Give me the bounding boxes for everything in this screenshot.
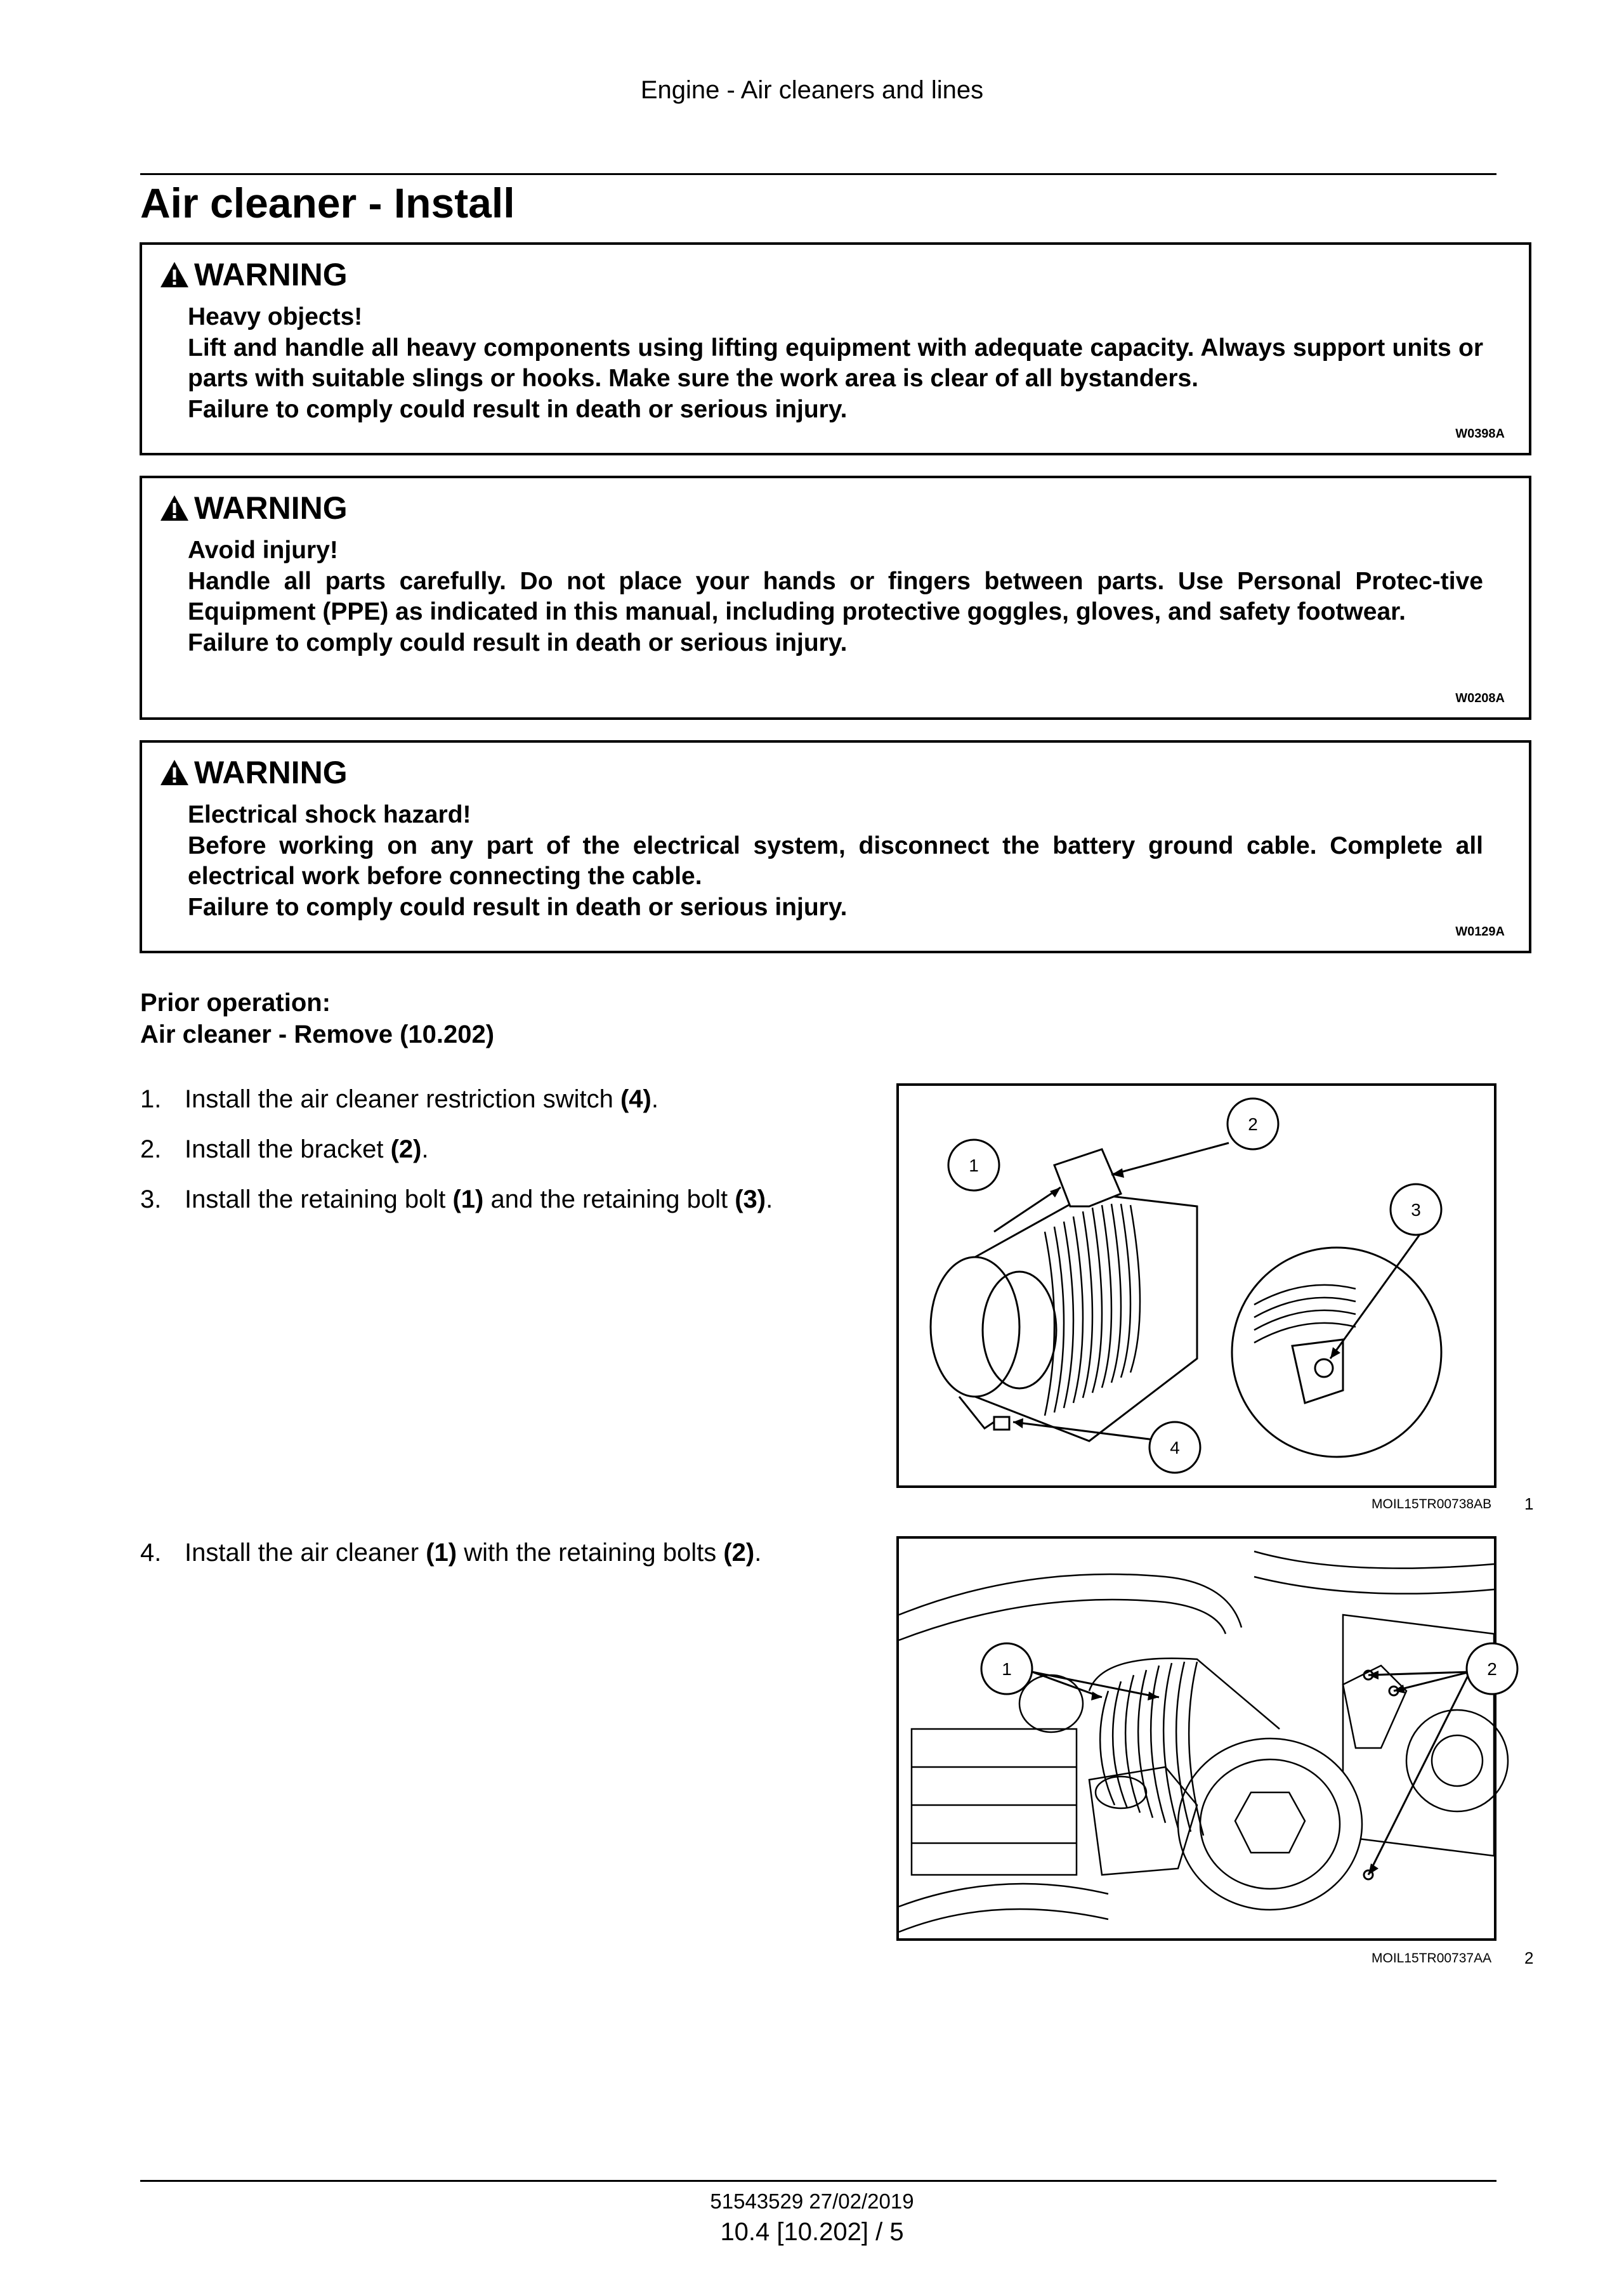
page-title: Air cleaner - Install [140,179,515,226]
figure-2-engine-bay-illustration [896,1536,1496,1941]
warning-text: Heavy objects! Lift and handle all heavy components using lifting equipment with adequate capacity. Always support units or parts with suitable slings or hooks. Make sure the work area is clear of all bystanders. Failure to comply could result in death or serious injury. [188,303,1483,423]
air-cleaner-drawing [899,1086,1494,1485]
figure-number: 1 [1524,1494,1534,1513]
step-item: 3. Install the retaining bolt (1) and the retaining bolt (3). [140,1185,773,1213]
callout-1: 1 [1002,1659,1012,1679]
warning-text: Avoid injury! Handle all parts carefully. Do not place your hands or fingers between parts. Use Personal Protec-tive Equipment (PPE) as indicated in this manual, including protective goggles, gloves, and safety footwear. Failure to comply could result in death or serious injury. [188,537,1483,656]
callout-2: 2 [1487,1659,1497,1679]
warning-box-heavy-objects [140,242,1531,455]
page-header: Engine - Air cleaners and lines [640,76,984,104]
warning-box-electrical-shock [140,740,1531,953]
warning-triangle-icon [160,759,189,786]
step-item: 4. Install the air cleaner (1) with the retaining bolts (2). [140,1539,762,1567]
figure-code: MOIL15TR00737AA [1372,1951,1492,1966]
warning-code: W0208A [1455,691,1505,705]
prior-operation [140,987,494,1050]
figure-number: 2 [1524,1948,1534,1967]
callout-1: 1 [969,1156,979,1175]
warning-heading: WARNING [160,490,348,526]
footer-rule [140,2180,1496,2182]
warning-heading: WARNING [160,256,348,293]
callout-3: 3 [1411,1200,1421,1220]
warning-triangle-icon [160,261,189,288]
callout-2: 2 [1248,1114,1258,1134]
warning-heading: WARNING [160,754,348,791]
header-rule [140,173,1496,175]
warning-box-avoid-injury [140,476,1531,720]
prior-operation-label: Prior operation: [140,989,331,1017]
prior-operation-link[interactable]: Air cleaner - Remove (10.202) [140,1021,495,1048]
figure-code: MOIL15TR00738AB [1372,1497,1492,1511]
engine-bay-drawing [899,1539,1497,1938]
callout-4: 4 [1170,1438,1180,1458]
step-item: 1. Install the air cleaner restriction switch (4). [140,1085,658,1113]
figure-1-air-cleaner-illustration [896,1083,1496,1488]
footer-doc-code: 51543529 27/02/2019 [710,2189,914,2213]
warning-triangle-icon [160,495,189,521]
step-item: 2. Install the bracket (2). [140,1135,429,1163]
warning-text: Electrical shock hazard! Before working on any part of the electrical system, disconnect the battery ground cable. Complete all electrical work before connecting the cable. Failure to comply could result in death or serious injury. [188,801,1483,921]
warning-code: W0398A [1455,427,1505,441]
warning-code: W0129A [1455,925,1505,939]
footer-page-number: 10.4 [10.202] / 5 [720,2218,904,2246]
